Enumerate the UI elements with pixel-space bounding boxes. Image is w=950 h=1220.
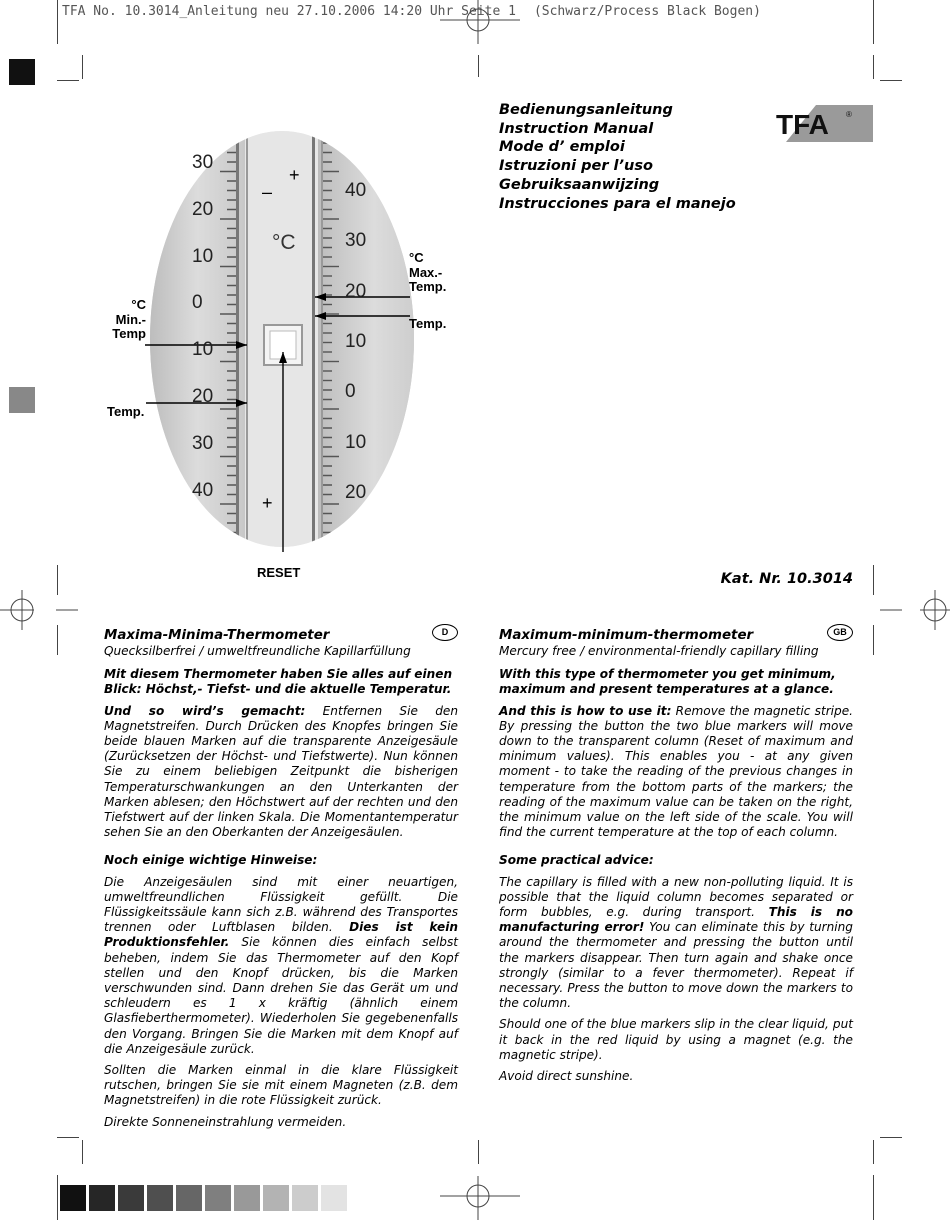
english-lead: With this type of thermometer you get minimum, maximum and present temperatures at a glance. (499, 667, 836, 697)
german-paragraph-usage (104, 704, 458, 841)
max-label: Max.- (409, 264, 443, 280)
language-list (499, 101, 736, 213)
german-column (104, 627, 458, 1136)
english-advice-text-a: The capillary is filled with a new non-polluting liquid. It is possible that the liquid column becomes separated or form bubbles, e.g. during transport. (499, 874, 853, 920)
strip-swatch (176, 1185, 202, 1211)
english-paragraph-magnet: Should one of the blue markers slip in the clear liquid, put it back in the red liquid by using a magnet (e.g. the magnetic stripe). (499, 1017, 853, 1062)
registration-mark-right (880, 590, 950, 630)
german-paragraph-sun: Direkte Sonneneinstrahlung vermeiden. (104, 1114, 347, 1129)
left-nums-number: 30 (192, 432, 214, 454)
min-unit: °C (131, 297, 146, 312)
catalog-number: Kat. Nr. 10.3014 (720, 571, 853, 587)
english-usage-heading: And this is how to use it: (499, 703, 672, 718)
left-nums-number: 20 (192, 198, 214, 220)
english-paragraph-advice (499, 875, 853, 1012)
crop-mark (873, 55, 874, 79)
english-advice-text-b: You can eliminate this by turning around the thermometer and pressing the button until the markers disappear. Then turn again and shake once strongly (similar to a fever thermometer). Repeat if necessary. Press the button to move down the markers to the column. (499, 920, 853, 1011)
crop-mark (57, 0, 58, 44)
english-title: Maximum-minimum-thermometer (499, 628, 754, 643)
english-paragraph-sun: Avoid direct sunshine. (499, 1069, 634, 1084)
german-usage-heading: Und so wird’s gemacht: (104, 703, 306, 718)
left-nums-number: 40 (192, 479, 214, 501)
thermometer-figure (0, 120, 480, 590)
printer-slug (62, 4, 761, 19)
left-nums-number: 20 (192, 386, 214, 407)
right-nums-number: 40 (345, 180, 367, 201)
right-temp-label: Temp. (409, 316, 447, 331)
slug-right: (Schwarz/Process Black Bogen) (533, 4, 761, 19)
min-temp-label (108, 298, 146, 342)
language-badge-gb: GB (827, 624, 853, 641)
german-subtitle: Quecksilberfrei / umweltfreundliche Kapillarfüllung (104, 644, 411, 658)
english-column (499, 627, 853, 1090)
logo-registered-mark: ® (846, 110, 852, 119)
german-hints-text-a: Die Anzeigesäulen sind mit einer neuartigen, umweltfreundlichen Flüssigkeit gefüllt. Die Flüssigkeitssäule kann sich z.B. während des Transportes trennen oder Luftblasen bilden. (104, 874, 458, 935)
slug-left: TFA No. 10.3014_Anleitung neu 27.10.2006 14:20 Uhr Seite 1 (62, 4, 516, 19)
strip-swatch (89, 1185, 115, 1211)
celsius-unit: °C (272, 231, 296, 254)
left-nums-number: 30 (192, 152, 214, 173)
english-advice-bold: This is no manufacturing error! (499, 905, 853, 935)
crop-mark (880, 1137, 902, 1138)
crop-mark (873, 565, 874, 595)
language-de: Bedienungsanleitung (499, 102, 673, 118)
crop-mark (478, 55, 479, 77)
english-advice-header: Some practical advice: (499, 853, 654, 868)
tfa-logo (776, 105, 873, 142)
german-hints-text-b: Sie können dies einfach selbst beheben, indem Sie das Thermometer auf den Kopf stellen und den Knopf drücken, bis die Marken verschwunden sind. Dann drehen Sie das Gerät um und schleudern es 1 x kräftig (ähnlich einem Glasfieberthermometer). Wiederholen Sie gegebenenfalls den Vorgang. Bringen Sie die Marken mit dem Knopf auf die Anzeigesäule zurück. (104, 935, 458, 1056)
right-nums-number: 10 (345, 431, 367, 453)
strip-swatch (205, 1185, 231, 1211)
crop-mark (873, 1175, 874, 1220)
color-control-strip (60, 1185, 350, 1211)
crop-mark (873, 0, 874, 44)
german-usage-text: Entfernen Sie den Magnetstreifen. Durch Drücken des Knopfes bringen Sie beide blauen Marken auf die transparente Anzeigesäule (Zurücksetzen der Höchst- und Tiefstwerte). Nun können Sie zu einem beliebigen Zeitpunkt die bisherigen Temperaturschwankungen an den Unterkanten der Marken ablesen; den Höchstwert auf der rechten und den Tiefstwert auf der linken Skala. Die Momentantemperatur sehen Sie an den Oberkanten der Anzeigesäulen. (104, 703, 458, 840)
english-subtitle: Mercury free / environmental-friendly capillary filling (499, 644, 819, 658)
crop-mark (873, 625, 874, 655)
plus-sign-top: + (289, 165, 300, 185)
english-usage-text: Remove the magnetic stripe. By pressing the button the two blue markers will move down to the transparent column (Reset of maximum and minimum values). This enables you - at any given moment - to take the reading of the previous changes in temperature from the bottom parts of the markers; the reading of the maximum value can be taken on the right, the minimum value on the left side of the scale. You will find the current temperature at the top of each column. (499, 703, 853, 840)
language-badge-de: D (432, 624, 458, 641)
registration-mark-bottom (440, 1176, 520, 1220)
plus-sign-bottom: + (262, 493, 273, 513)
strip-swatch (292, 1185, 318, 1211)
left-nums-number: 0 (192, 292, 203, 314)
min-label: Min.- (115, 311, 146, 327)
left-temp-label: Temp. (107, 404, 145, 419)
logo-text: TFA (776, 109, 829, 140)
minus-sign: – (262, 182, 273, 202)
crop-mark (57, 80, 79, 81)
strip-swatch (263, 1185, 289, 1211)
reset-label: RESET (257, 565, 301, 580)
crop-mark (82, 1140, 83, 1164)
strip-swatch (321, 1185, 347, 1211)
black-square (9, 59, 35, 85)
crop-mark (880, 80, 902, 81)
crop-mark (82, 55, 83, 79)
crop-mark (873, 1140, 874, 1164)
german-hints-bold: Dies ist kein Produktionsfehler. (104, 920, 458, 950)
strip-swatch (234, 1185, 260, 1211)
german-lead: Mit diesem Thermometer haben Sie alles auf einen Blick: Höchst,- Tiefst- und die aktuelle Temperatur. (104, 667, 453, 697)
crop-mark (478, 1140, 479, 1164)
thermometer-illustration (0, 120, 480, 590)
registration-mark-left (0, 590, 78, 630)
language-es: Instrucciones para el manejo (499, 195, 736, 212)
german-paragraph-magnet: Sollten die Marken einmal in die klare Flüssigkeit rutschen, bringen Sie sie mit einem Magneten (z.B. dem Magnetstreifen) in die rote Flüssigkeit zurück. (104, 1063, 458, 1108)
right-nums-number: 20 (345, 481, 367, 503)
german-hints-header: Noch einige wichtige Hinweise: (104, 853, 318, 868)
strip-swatch (60, 1185, 86, 1211)
german-title: Maxima-Minima-Thermometer (104, 628, 330, 643)
language-it: Istruzioni per l’uso (499, 158, 653, 175)
max-temp-label (409, 251, 446, 295)
english-paragraph-usage (499, 704, 853, 841)
language-nl: Gebruiksaanwijzing (499, 176, 660, 193)
strip-swatch (147, 1185, 173, 1211)
registration-mark-top (440, 0, 520, 44)
german-paragraph-hints (104, 875, 458, 1057)
left-nums-number: 10 (192, 339, 214, 361)
left-nums-number: 10 (192, 245, 214, 267)
language-fr: Mode d’ emploi (499, 139, 625, 156)
crop-mark (57, 1137, 79, 1138)
right-nums-number: 0 (345, 381, 356, 403)
right-nums-number: 20 (345, 280, 367, 302)
crop-mark (57, 1175, 58, 1220)
strip-swatch (118, 1185, 144, 1211)
max-unit: °C (409, 250, 424, 265)
max-temp: Temp. (409, 279, 447, 294)
min-temp: Temp (112, 326, 146, 341)
right-nums-number: 10 (345, 330, 367, 352)
language-en: Instruction Manual (499, 120, 654, 137)
right-nums-number: 30 (345, 230, 367, 252)
